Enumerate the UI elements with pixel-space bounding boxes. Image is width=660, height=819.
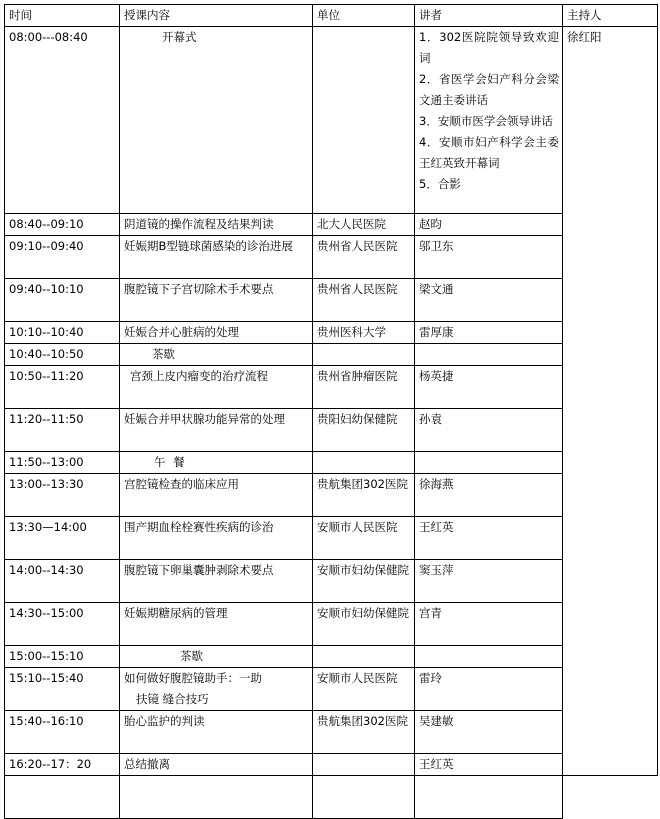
opening-content	[120, 27, 313, 214]
cell-speaker: 孙袁	[415, 409, 563, 452]
cell-content: 妊娠期B型链球菌感染的诊治进展	[120, 236, 313, 279]
cell-speaker: 王红英	[415, 754, 563, 776]
table-row-lunch	[5, 452, 658, 474]
cell-content: 围产期血栓栓赛性疾病的诊治	[120, 517, 313, 560]
cell-speaker: 邬卫东	[415, 236, 563, 279]
cell-content: 腹腔镜下子宫切除术手术要点	[120, 279, 313, 322]
header-row	[5, 5, 658, 27]
cell-content: 妊娠合并甲状腺功能异常的处理	[120, 409, 313, 452]
header-host: 主持人	[563, 5, 658, 27]
table-row-empty	[5, 776, 658, 819]
cell-unit	[313, 754, 415, 776]
opening-speaker-item: 3．安顺市医学会领导讲话	[419, 114, 553, 128]
cell-content	[120, 668, 313, 711]
cell-speaker: 雷厚康	[415, 322, 563, 344]
cell-unit: 贵州省肿瘤医院	[313, 366, 415, 409]
cell-speaker: 雷玲	[415, 668, 563, 711]
cell-unit: 贵航集团302医院	[313, 711, 415, 754]
table-row	[5, 409, 658, 452]
opening-speaker-item: 1．302医院院领导致欢迎词	[419, 30, 559, 65]
cell-speaker	[415, 344, 563, 366]
cell-speaker: 窦玉萍	[415, 560, 563, 603]
cell-time: 09:40--10:10	[5, 279, 120, 322]
opening-speaker-item: 5．合影	[419, 177, 461, 191]
cell-speaker: 赵昀	[415, 214, 563, 236]
cell-time: 11:50--13:00	[5, 452, 120, 474]
opening-speaker-item: 4．安顺市妇产科学会主委王红英致开幕词	[419, 135, 559, 170]
cell-time: 11:20--11:50	[5, 409, 120, 452]
schedule-table	[4, 4, 658, 819]
cell-time: 14:30--15:00	[5, 603, 120, 646]
table-row	[5, 366, 658, 409]
table-row	[5, 474, 658, 517]
cell-content: 总结撤离	[120, 754, 313, 776]
cell-unit: 贵阳妇幼保健院	[313, 409, 415, 452]
cell-unit	[313, 344, 415, 366]
cell-content: 妊娠期糖尿病的管理	[120, 603, 313, 646]
opening-time: 08:00---08:40	[5, 27, 120, 214]
cell-content: 妊娠合并心脏病的处理	[120, 322, 313, 344]
cell-unit	[313, 646, 415, 668]
break-label: 茶歇	[152, 347, 175, 361]
cell-unit: 安顺市妇幼保健院	[313, 603, 415, 646]
cell-time: 10:40--10:50	[5, 344, 120, 366]
break-label: 茶歇	[180, 649, 203, 663]
table-row	[5, 754, 658, 776]
cell-unit	[313, 776, 415, 819]
cell-time: 15:40--16:10	[5, 711, 120, 754]
cell-speaker: 吴建敏	[415, 711, 563, 754]
cell-time: 09:10--09:40	[5, 236, 120, 279]
cell-time: 10:10--10:40	[5, 322, 120, 344]
opening-content-text: 开幕式	[162, 30, 197, 44]
cell-content: 阴道镜的操作流程及结果判读	[120, 214, 313, 236]
header-unit: 单位	[313, 5, 415, 27]
cell-content-line: 如何做好腹腔镜助手：一助	[124, 671, 262, 685]
cell-content-text: 宫颈上皮内瘤变的治疗流程	[130, 369, 268, 383]
cell-time: 13:30—14:00	[5, 517, 120, 560]
cell-time: 15:10--15:40	[5, 668, 120, 711]
table-row	[5, 560, 658, 603]
opening-unit	[313, 27, 415, 214]
cell-content	[120, 646, 313, 668]
cell-speaker	[415, 452, 563, 474]
header-time: 时间	[5, 5, 120, 27]
cell-content	[120, 366, 313, 409]
table-row-opening	[5, 27, 658, 214]
cell-time: 15:00--15:10	[5, 646, 120, 668]
cell-unit: 贵州医科大学	[313, 322, 415, 344]
cell-time: 13:00--13:30	[5, 474, 120, 517]
cell-unit: 贵航集团302医院	[313, 474, 415, 517]
cell-time: 14:00--14:30	[5, 560, 120, 603]
cell-unit: 贵州省人民医院	[313, 236, 415, 279]
cell-content: 宫腔镜检查的临床应用	[120, 474, 313, 517]
header-speaker: 讲者	[415, 5, 563, 27]
cell-unit: 安顺市妇幼保健院	[313, 560, 415, 603]
cell-speaker: 王红英	[415, 517, 563, 560]
cell-time: 10:50--11:20	[5, 366, 120, 409]
cell-unit	[313, 452, 415, 474]
table-row	[5, 214, 658, 236]
table-row	[5, 236, 658, 279]
table-row-break	[5, 344, 658, 366]
cell-time: 16:20--17：20	[5, 754, 120, 776]
cell-content	[120, 452, 313, 474]
table-row	[5, 668, 658, 711]
cell-speaker	[415, 646, 563, 668]
header-content: 授课内容	[120, 5, 313, 27]
cell-speaker: 徐海燕	[415, 474, 563, 517]
table-row-break	[5, 646, 658, 668]
table-row	[5, 279, 658, 322]
cell-content: 胎心监护的判读	[120, 711, 313, 754]
cell-speaker	[415, 776, 563, 819]
table-row	[5, 517, 658, 560]
table-row	[5, 711, 658, 754]
opening-speakers	[415, 27, 563, 214]
cell-unit: 安顺市人民医院	[313, 668, 415, 711]
cell-content	[120, 776, 313, 819]
cell-content	[120, 344, 313, 366]
cell-speaker: 宫青	[415, 603, 563, 646]
table-row	[5, 603, 658, 646]
cell-unit: 北大人民医院	[313, 214, 415, 236]
table-row	[5, 322, 658, 344]
cell-unit: 贵州省人民医院	[313, 279, 415, 322]
cell-speaker: 杨英捷	[415, 366, 563, 409]
cell-time	[5, 776, 120, 819]
cell-unit: 安顺市人民医院	[313, 517, 415, 560]
cell-time: 08:40--09:10	[5, 214, 120, 236]
cell-speaker: 梁文通	[415, 279, 563, 322]
host-cell: 徐红阳	[563, 27, 658, 776]
lunch-label: 午 餐	[154, 455, 187, 469]
cell-content: 腹腔镜下卵巢囊肿剥除术要点	[120, 560, 313, 603]
cell-content-line: 扶镜 缝合技巧	[136, 692, 209, 706]
opening-speaker-item: 2．省医学会妇产科分会梁文通主委讲话	[419, 72, 559, 107]
